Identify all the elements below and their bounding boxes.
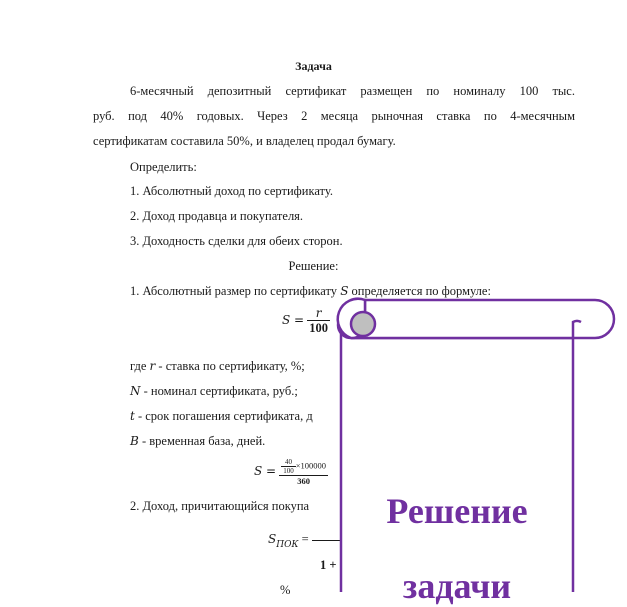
definition-var-b: B <box>130 434 139 448</box>
formula-3-equals: = <box>301 532 309 546</box>
formula-2-inner-den: 100 <box>283 467 294 475</box>
formula-2-inner-num: 40 <box>281 458 296 467</box>
banner-line-1: Решение <box>386 491 528 531</box>
task-2: 2. Доход продавца и покупателя. <box>130 209 304 223</box>
formula-2-denominator: 360 <box>297 476 310 486</box>
problem-line-3: сертификатам составила 50%, и владелец продал бумагу. <box>93 134 396 148</box>
definition-var-t: t <box>130 409 135 423</box>
formula-1-denominator: 100 <box>309 321 328 335</box>
formula-2-lhs: S = <box>254 463 277 478</box>
determine-label: Определить: <box>130 160 197 174</box>
definition-text-n: - номинал сертификата, руб.; <box>140 384 298 398</box>
step-1-variable: S <box>340 284 349 298</box>
formula-3-lhs: S <box>268 532 277 546</box>
formula-3-subscript: ПОК <box>276 539 299 550</box>
formula-1-lhs: S = <box>282 312 305 327</box>
scroll-curl-inner <box>351 312 375 336</box>
scroll-body <box>341 328 573 592</box>
banner-line-2: задачи <box>402 566 512 606</box>
solution-heading: Решение: <box>288 259 339 273</box>
formula-2-times: ×100000 <box>295 460 327 471</box>
task-3: 3. Доходность сделки для обеих сторон. <box>130 234 343 248</box>
problem-line-2: руб. под 40% годовых. Через 2 месяца рыночная ставка по 4-месячным <box>93 109 575 123</box>
definition-text-b: - временная база, дней. <box>138 434 266 448</box>
problem-title: Задача <box>295 59 332 73</box>
definition-text-r: - ставка по сертификату, %; <box>155 359 305 373</box>
problem-line-1: 6-месячный депозитный сертификат размещен по номиналу 100 тыс. <box>130 84 575 98</box>
last-line-fragment: % <box>280 583 291 597</box>
definition-var-r: r <box>149 359 156 373</box>
step-1-suffix: определяется по формуле: <box>351 284 491 298</box>
definition-prefix: где <box>130 359 150 373</box>
task-1: 1. Абсолютный доход по сертификату. <box>130 184 333 198</box>
definition-var-n: N <box>130 384 141 398</box>
step-2-text: 2. Доход, причитающийся покупа <box>130 499 310 513</box>
definition-text-t: - срок погашения сертификата, д <box>134 409 313 423</box>
formula-1-numerator: r <box>307 306 330 321</box>
formula-3-denominator: 1 + <box>320 558 337 572</box>
step-1-label: 1. Абсолютный размер по сертификату <box>130 284 338 298</box>
